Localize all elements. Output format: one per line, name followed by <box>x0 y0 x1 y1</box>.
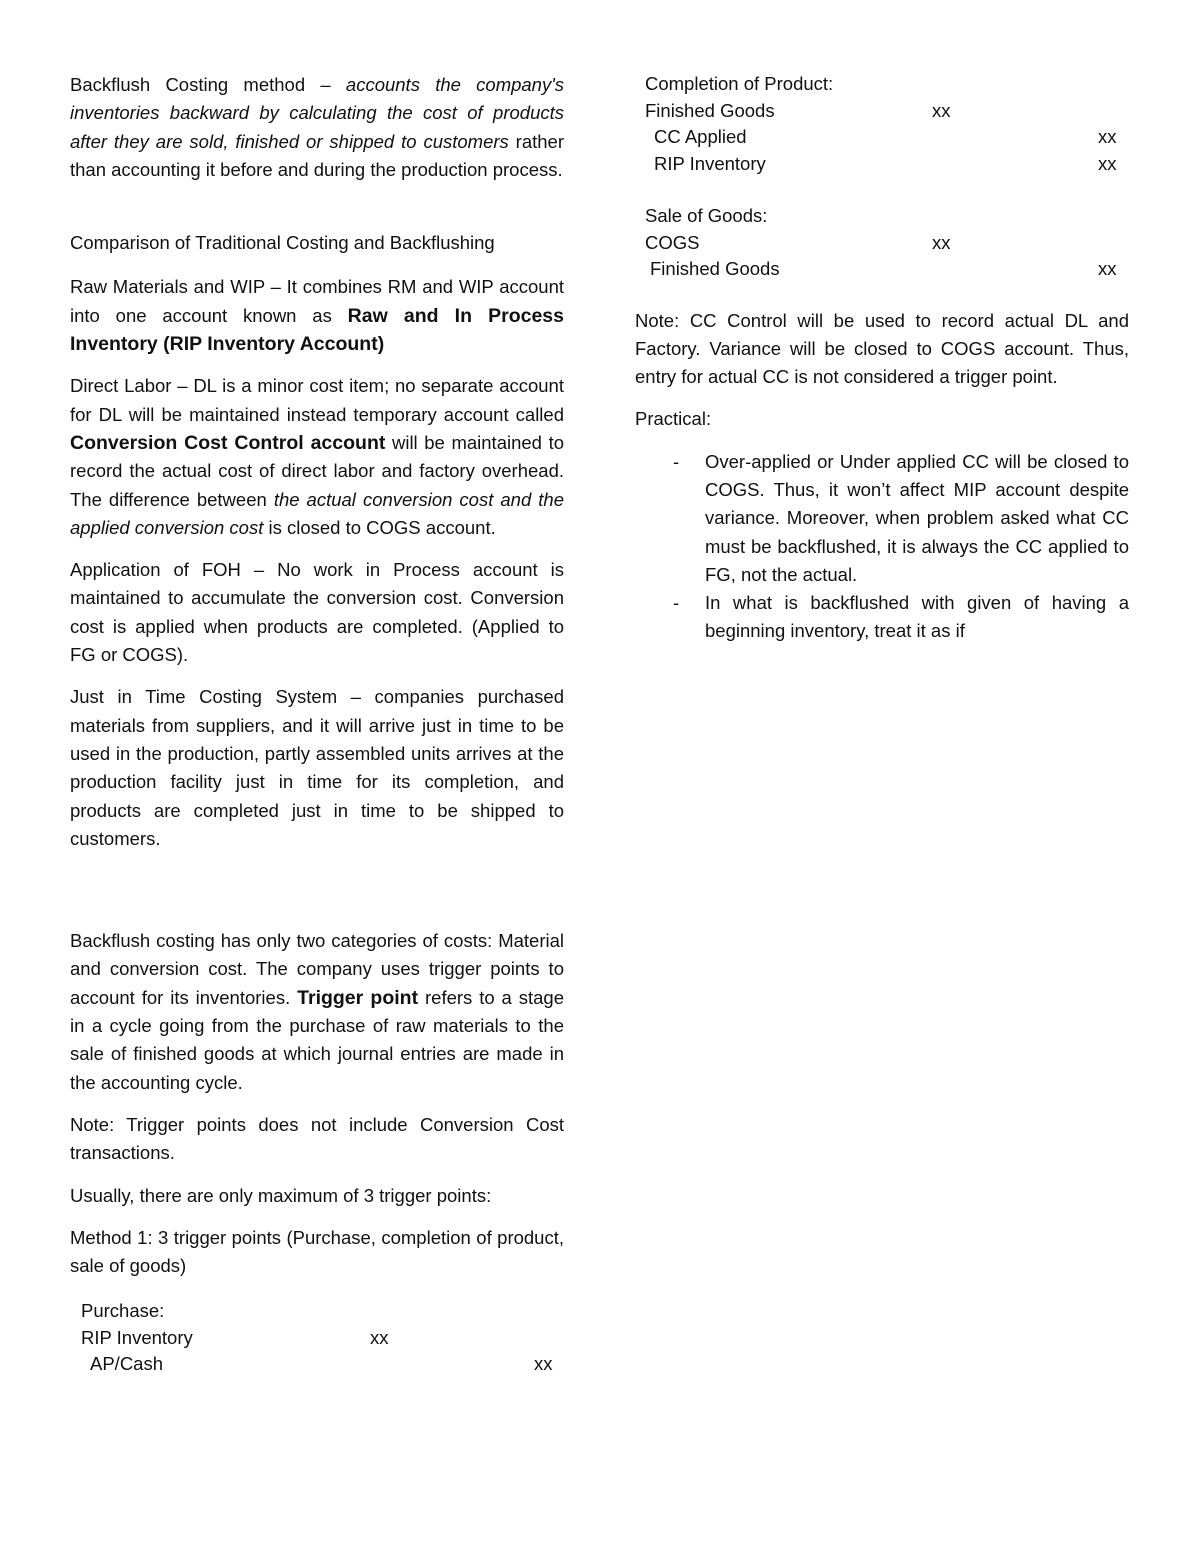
purchase-title: Purchase: <box>81 1300 165 1322</box>
list-item <box>635 448 1129 589</box>
sale-debit-account: COGS <box>645 231 700 253</box>
direct-labor-mid: will be maintained to record the actual cost of direct labor and factory overhead. The difference between <box>70 431 565 510</box>
direct-labor-lead: Direct Labor – DL is a minor cost item; no separate account for DL will be maintained instead temporary account called <box>70 375 564 425</box>
sale-debit-amount: xx <box>932 231 951 253</box>
backflush-definition <box>70 71 564 184</box>
note-trigger-paragraph: Note: Trigger points does not include Conversion Cost transactions. <box>70 1113 564 1164</box>
purchase-debit-account: RIP Inventory <box>81 1326 193 1348</box>
raw-materials-lead: Raw Materials and WIP – It combines RM and WIP account into one account known as <box>70 276 564 326</box>
list-item <box>635 589 1129 646</box>
cc-control-bold: Conversion Cost Control account <box>70 431 386 454</box>
sale-credit-row <box>645 256 1129 283</box>
sale-credit-account: Finished Goods <box>650 258 780 279</box>
sale-debit-row <box>645 230 1129 257</box>
completion-entry <box>645 71 1129 177</box>
sale-entry <box>645 203 1129 283</box>
comparison-heading: Comparison of Traditional Costing and Backflushing <box>70 232 495 254</box>
completion-credit1-account: CC Applied <box>654 126 747 147</box>
sale-credit-amount: xx <box>1098 258 1117 279</box>
left-column <box>70 71 564 1378</box>
backflush-italic: accounts the company's inventories backward by calculating the cost of products after they are sold, finished or shipped to customers <box>70 74 564 152</box>
rip-account-bold: Raw and In Process Inventory (RIP Inventory Account) <box>70 304 564 356</box>
direct-labor-end: is closed to COGS account. <box>263 516 496 538</box>
completion-credit2-row <box>645 151 1129 178</box>
categories-lead: Backflush costing has only two categories of costs: Material and conversion cost. The company uses trigger points to account for its inventories. <box>70 930 564 1008</box>
direct-labor-italic: the actual conversion cost and the applied conversion cost <box>70 488 564 538</box>
completion-debit-row <box>645 98 1129 125</box>
backflush-term: Backflush Costing method – <box>70 74 346 95</box>
completion-credit1-amount: xx <box>1098 126 1117 147</box>
method1-paragraph: Method 1: 3 trigger points (Purchase, completion of product, sale of goods) <box>70 1226 564 1277</box>
bullet-dash: - <box>673 450 680 472</box>
categories-end: refers to a stage in a cycle going from the purchase of raw materials to the sale of finished goods at which journal entries are made in the accounting cycle. <box>70 986 564 1093</box>
categories-paragraph <box>70 927 564 1097</box>
completion-credit2-amount: xx <box>1098 152 1117 174</box>
purchase-credit-amount: xx <box>534 1353 553 1375</box>
raw-materials-paragraph <box>70 273 564 358</box>
direct-labor-paragraph <box>70 372 564 542</box>
completion-credit2-account: RIP Inventory <box>654 152 766 174</box>
sale-title: Sale of Goods: <box>645 205 768 226</box>
note-cc-paragraph: Note: CC Control will be used to record actual DL and Factory. Variance will be closed to COGS account. Thus, entry for actual CC is not considered a trigger point. <box>635 309 1129 388</box>
practical-item-text: Over-applied or Under applied CC will be closed to COGS. Thus, it won’t affect MIP account despite variance. Moreover, when problem asked what CC must be backflushed, it is always the CC applied to FG, not the actual. <box>705 450 1129 585</box>
backflush-rest: rather than accounting it before and during the production process. <box>70 130 564 180</box>
completion-debit-amount: xx <box>932 99 951 121</box>
completion-credit1-row <box>645 124 1129 151</box>
practical-item-text: In what is backflushed with given of having a beginning inventory, treat it as if <box>705 592 1129 642</box>
trigger-point-bold: Trigger point <box>297 986 419 1009</box>
right-column <box>635 71 1129 646</box>
purchase-credit-row <box>81 1351 564 1378</box>
application-foh-paragraph: Application of FOH – No work in Process account is maintained to accumulate the conversion cost. Conversion cost is applied when products are completed. (Applied to FG or COGS). <box>70 559 564 666</box>
purchase-debit-row <box>81 1325 564 1352</box>
completion-title: Completion of Product: <box>645 73 834 94</box>
bullet-dash: - <box>673 592 680 614</box>
purchase-debit-amount: xx <box>370 1326 389 1348</box>
practical-heading: Practical: <box>635 408 712 430</box>
usually-paragraph: Usually, there are only maximum of 3 trigger points: <box>70 1184 492 1206</box>
purchase-credit-account: AP/Cash <box>90 1353 164 1375</box>
practical-list <box>635 448 1129 646</box>
completion-debit-account: Finished Goods <box>645 99 775 121</box>
jit-paragraph: Just in Time Costing System – companies purchased materials from suppliers, and it will arrive just in time to be used in the production, partly assembled units arrives at the production facility just in time for its completion, and products are completed just in time to be shipped to customers. <box>70 686 564 849</box>
purchase-entry <box>81 1298 564 1378</box>
